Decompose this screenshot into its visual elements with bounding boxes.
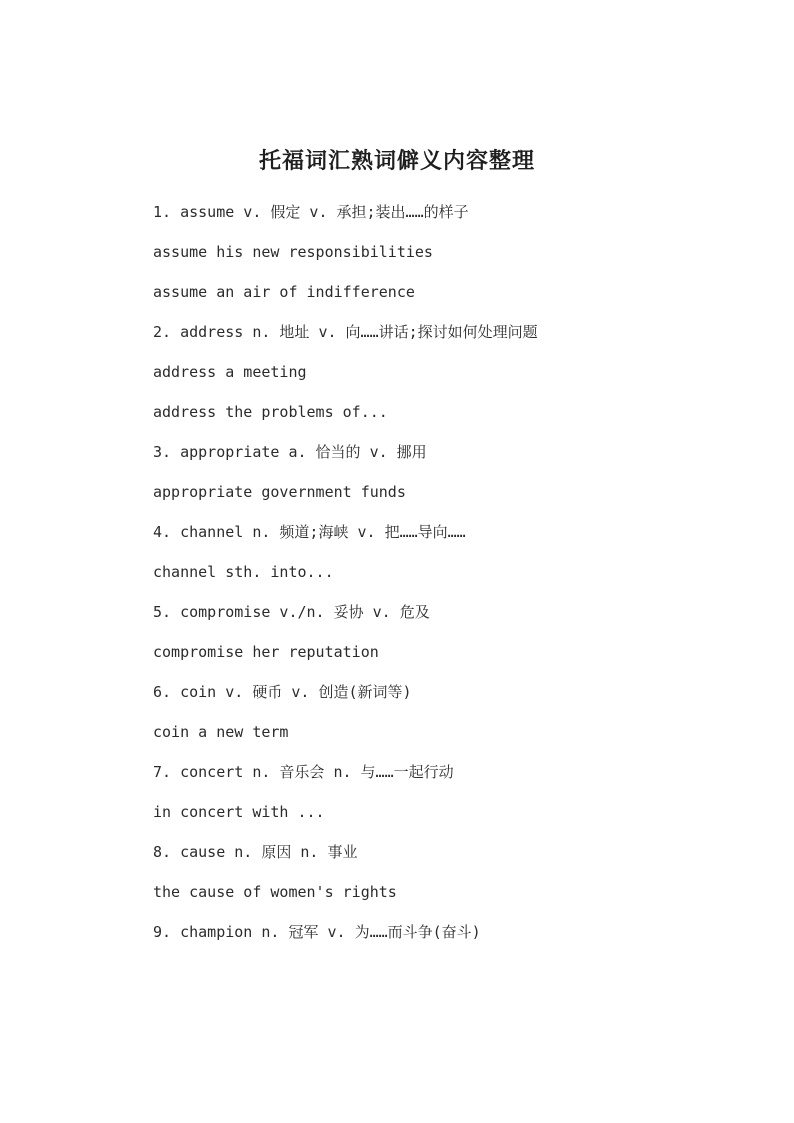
- entry-line-8-headword: 8. cause n. 原因 n. 事业: [153, 843, 358, 861]
- entry-line-6-headword: 6. coin v. 硬币 v. 创造(新词等): [153, 683, 412, 701]
- entry-line-7-example-1: in concert with ...: [153, 803, 325, 821]
- entry-line-8-example-1: the cause of women's rights: [153, 883, 397, 901]
- entry-line-1-headword: 1. assume v. 假定 v. 承担;装出……的样子: [153, 203, 469, 221]
- entry-line-3-headword: 3. appropriate a. 恰当的 v. 挪用: [153, 443, 427, 461]
- entry-line-4-headword: 4. channel n. 频道;海峡 v. 把……导向……: [153, 523, 466, 541]
- entry-line-2-headword: 2. address n. 地址 v. 向……讲话;探讨如何处理问题: [153, 323, 538, 341]
- entry-line-7-headword: 7. concert n. 音乐会 n. 与……一起行动: [153, 763, 454, 781]
- document-title: 托福词汇熟词僻义内容整理: [258, 149, 535, 174]
- entry-line-6-example-1: coin a new term: [153, 723, 289, 741]
- entry-line-4-example-1: channel sth. into...: [153, 563, 334, 581]
- entry-line-1-example-1: assume his new responsibilities: [153, 243, 433, 261]
- entry-line-2-example-1: address a meeting: [153, 363, 307, 381]
- entry-line-5-example-1: compromise her reputation: [153, 643, 379, 661]
- entry-line-2-example-2: address the problems of...: [153, 403, 388, 421]
- entry-line-5-headword: 5. compromise v./n. 妥协 v. 危及: [153, 603, 430, 621]
- entry-line-3-example-1: appropriate government funds: [153, 483, 406, 501]
- entry-line-1-example-2: assume an air of indifference: [153, 283, 415, 301]
- entry-line-9-headword: 9. champion n. 冠军 v. 为……而斗争(奋斗): [153, 923, 481, 941]
- vocabulary-list: [153, 198, 753, 958]
